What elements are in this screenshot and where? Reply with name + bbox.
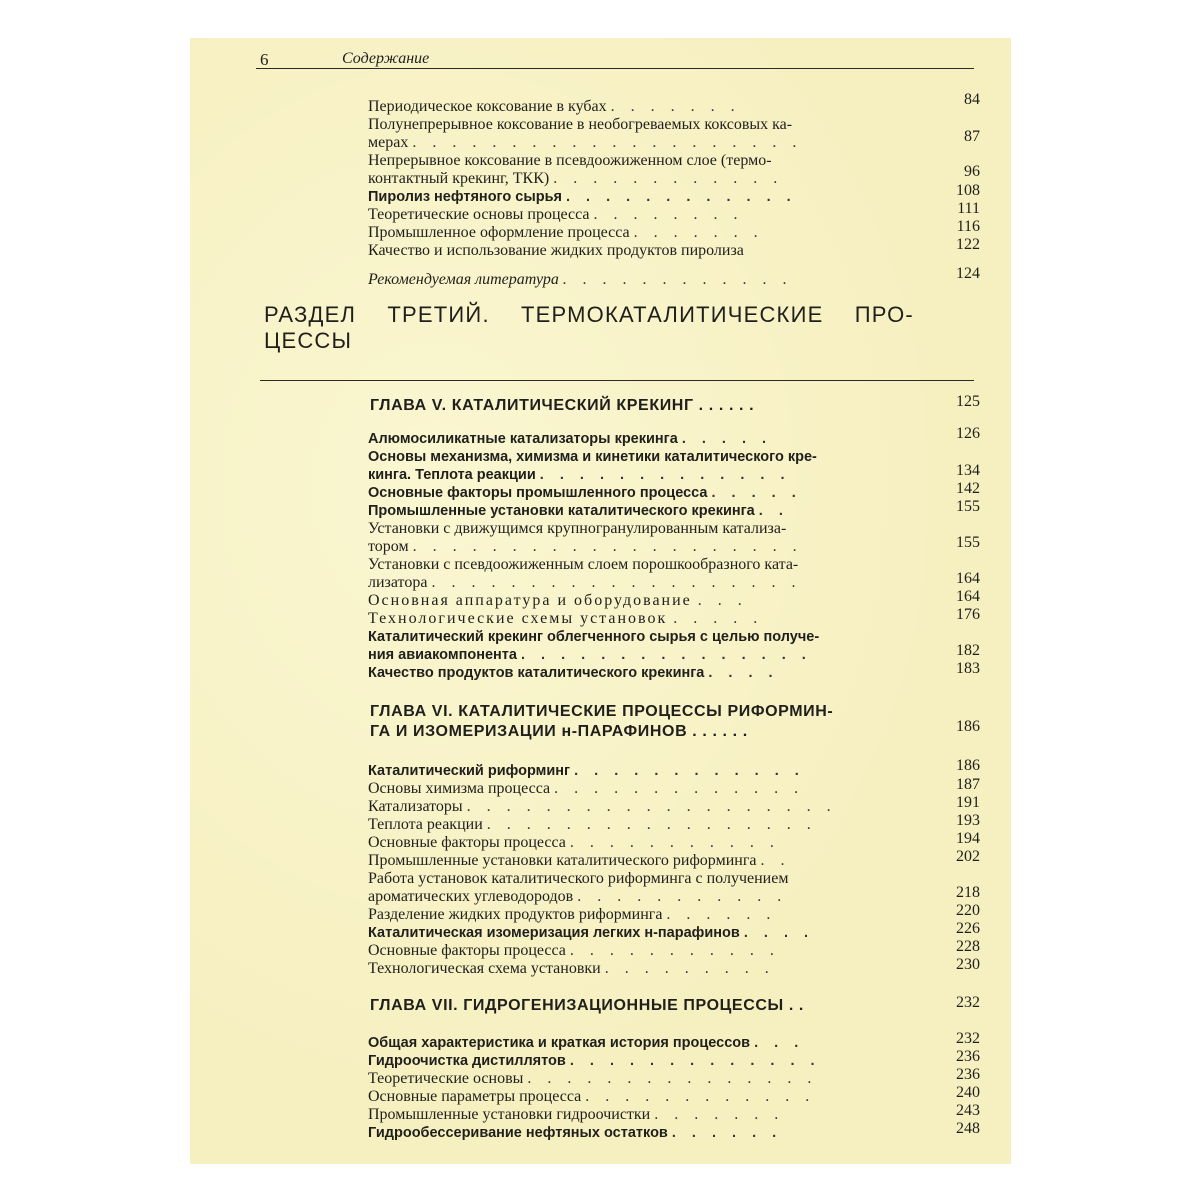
page-number: 6 [260, 50, 269, 69]
toc-entry: Качество и использование жидких продуктов пиролиза [368, 242, 744, 259]
toc-entry: Теоретические основы . . . . . . . . . . . . . . . [368, 1070, 818, 1087]
toc-page: 124 [956, 265, 980, 282]
toc-page: 226 [956, 920, 980, 937]
toc-entry: Работа установок каталитического риформинга с получением [368, 870, 789, 887]
toc-entry: Промышленные установки гидроочистки . . . . . . . [368, 1106, 785, 1123]
toc-entry: Основные факторы промышленного процесса . . . . . [368, 485, 802, 501]
toc-page: 236 [956, 1048, 980, 1065]
chapter-heading: ГЛАВА VI. КАТАЛИТИЧЕСКИЕ ПРОЦЕССЫ РИФОРМИН- ГА И ИЗОМЕРИЗАЦИИ н-ПАРАФИНОВ . . . . . . [370, 703, 834, 740]
toc-page: 236 [956, 1066, 980, 1083]
toc-entry: Периодическое коксование в кубах . . . . . . . [368, 98, 741, 115]
toc-entry: Теплота реакции . . . . . . . . . . . . . . . . . [368, 816, 817, 833]
section-rule [260, 380, 974, 381]
toc-entry: Качество продуктов каталитического крекинга . . . . [368, 665, 779, 681]
toc-page: 164 [956, 588, 980, 605]
toc-entry: Промышленные установки каталитического крекинга . . [368, 503, 789, 519]
toc-entry: Общая характеристика и краткая история процессов . . . [368, 1035, 805, 1051]
toc-entry: Промышленные установки каталитического риформинга . . [368, 852, 791, 869]
toc-entry: Теоретические основы процесса . . . . . . . . [368, 206, 744, 223]
toc-page: 186 [956, 757, 980, 774]
toc-page: 126 [956, 425, 980, 442]
toc-page: 116 [956, 218, 980, 235]
toc-page: 240 [956, 1084, 980, 1101]
toc-entry: Основы химизма процесса . . . . . . . . . . . . . [368, 780, 805, 797]
toc-entry: тором . . . . . . . . . . . . . . . . . . . . [368, 538, 803, 555]
toc-page: 87 [964, 128, 980, 145]
toc-entry: Непрерывное коксование в псевдоожиженном слое (термо- [368, 152, 772, 169]
toc-entry: Промышленное оформление процесса . . . . . . . [368, 224, 764, 241]
toc-page: 134 [956, 462, 980, 479]
toc-entry: Гидрообессеривание нефтяных остатков . . . . . . [368, 1125, 783, 1141]
toc-entry: ния авиакомпонента . . . . . . . . . . . . . . . [368, 647, 812, 663]
toc-entry: лизатора . . . . . . . . . . . . . . . . . . . [368, 574, 802, 591]
toc-page: 248 [956, 1120, 980, 1137]
toc-page: 142 [956, 480, 980, 497]
toc-page: 84 [964, 91, 980, 108]
toc-page: 232 [956, 994, 980, 1011]
toc-entry: ароматических углеводородов . . . . . . . . . . . [368, 888, 788, 905]
toc-entry: Технологические схемы установок . . . . . [368, 610, 764, 627]
toc-page: 186 [956, 718, 980, 735]
toc-entry: Основные факторы процесса . . . . . . . . . . . [368, 942, 780, 959]
toc-page: 191 [956, 794, 980, 811]
toc-entry: Основная аппаратура и оборудование . . . [368, 592, 748, 609]
toc-entry: Установки с движущимся крупногранулированным катализа- [368, 520, 787, 537]
toc-entry: Алюмосиликатные катализаторы крекинга . . . . . [368, 431, 773, 447]
toc-page: 202 [956, 848, 980, 865]
toc-entry: Основные параметры процесса . . . . . . . . . . . . [368, 1088, 816, 1105]
toc-page: 218 [956, 884, 980, 901]
toc-page: 194 [956, 830, 980, 847]
book-page [190, 38, 1011, 1164]
toc-page: 230 [956, 956, 980, 973]
toc-page: 108 [956, 182, 980, 199]
toc-page: 155 [956, 498, 980, 515]
toc-page: 155 [956, 534, 980, 551]
toc-page: 228 [956, 938, 980, 955]
toc-entry: мерах . . . . . . . . . . . . . . . . . . . . [368, 134, 803, 151]
toc-page: 111 [957, 200, 980, 217]
toc-page: 164 [956, 570, 980, 587]
toc-entry: кинга. Теплота реакции . . . . . . . . . . . . . [368, 467, 791, 483]
toc-page: 96 [964, 163, 980, 180]
toc-entry: контактный крекинг, ТКК) . . . . . . . . . . . . [368, 170, 784, 187]
toc-entry: Каталитический риформинг . . . . . . . . . . . . [368, 763, 805, 779]
toc-entry: Гидроочистка дистиллятов . . . . . . . . . . . . . [368, 1053, 821, 1069]
toc-entry: Каталитический крекинг облегченного сырья с целью получе- [368, 629, 820, 645]
toc-entry: Технологическая схема установки . . . . . . . . . [368, 960, 775, 977]
chapter-heading: ГЛАВА VII. ГИДРОГЕНИЗАЦИОННЫЕ ПРОЦЕССЫ . . [370, 997, 804, 1014]
toc-page: 122 [956, 236, 980, 253]
toc-entry: Пиролиз нефтяного сырья . . . . . . . . . . . . [368, 189, 797, 205]
toc-entry-literature: Рекомендуемая литература . . . . . . . . . . . . [368, 271, 793, 288]
toc-page: 125 [956, 393, 980, 410]
toc-page: 183 [956, 660, 980, 677]
toc-entry: Разделение жидких продуктов риформинга . . . . . . [368, 906, 777, 923]
section-title: РАЗДЕЛ ТРЕТИЙ. ТЕРМОКАТАЛИТИЧЕСКИЕ ПРО- ЦЕССЫ [264, 302, 914, 353]
running-header: Содержание [342, 50, 430, 67]
toc-page: 182 [956, 642, 980, 659]
header-rule [256, 68, 974, 69]
toc-entry: Основные факторы процесса . . . . . . . . . . . [368, 834, 780, 851]
toc-entry: Основы механизма, химизма и кинетики каталитического кре- [368, 449, 817, 465]
chapter-heading: ГЛАВА V. КАТАЛИТИЧЕСКИЙ КРЕКИНГ . . . . . . [370, 397, 755, 414]
toc-entry: Полунепрерывное коксование в необогреваемых коксовых ка- [368, 116, 793, 133]
toc-page: 176 [956, 606, 980, 623]
toc-page: 232 [956, 1030, 980, 1047]
toc-page: 243 [956, 1102, 980, 1119]
toc-entry: Катализаторы . . . . . . . . . . . . . . . . . . . [368, 798, 837, 815]
toc-page: 193 [956, 812, 980, 829]
toc-entry: Установки с псевдоожиженным слоем порошкообразного ката- [368, 556, 799, 573]
toc-page: 220 [956, 902, 980, 919]
toc-page: 187 [956, 776, 980, 793]
toc-entry: Каталитическая изомеризация легких н-парафинов . . . . [368, 925, 815, 941]
